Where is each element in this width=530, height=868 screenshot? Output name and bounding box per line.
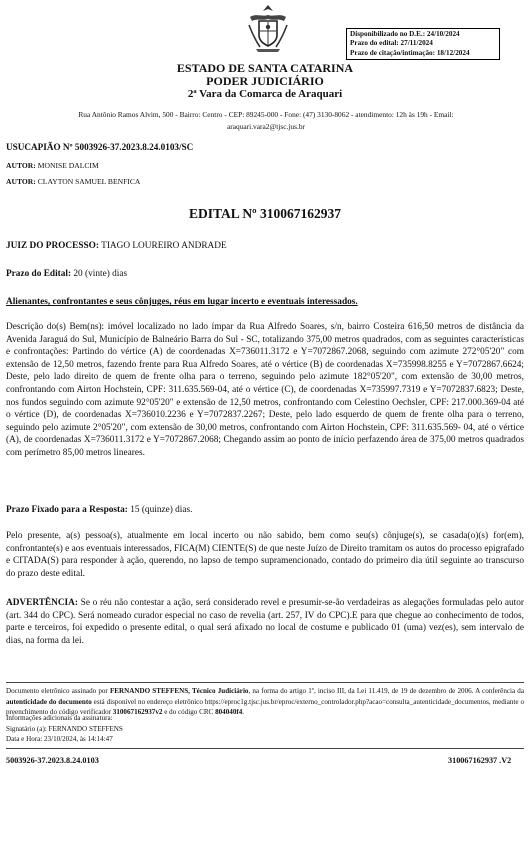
author-name: MONISE DALCIM [37, 161, 99, 170]
divider [6, 682, 524, 683]
deadline-value: 20 (vinte) dias [73, 269, 128, 279]
citation-deadline-date: Prazo de citação/intimação: 18/12/2024 [350, 48, 470, 57]
case-number: USUCAPIÃO Nº 5003926-37.2023.8.24.0103/SC [6, 142, 194, 152]
divider [6, 748, 524, 749]
court-address [40, 109, 492, 133]
judge-name: TIAGO LOUREIRO ANDRADE [101, 241, 227, 251]
author-row: AUTOR: CLAYTON SAMUEL BENFICA [6, 177, 141, 186]
parties-heading: Alienantes, confrontantes e seus cônjuges, réus em lugar incerto e eventuais interessados. [6, 297, 358, 307]
author-row: AUTOR: MONISE DALCIM [6, 161, 99, 170]
signature-info-title: Informações adicionais da assinatura: [6, 714, 113, 722]
crc-code: 804040f4 [215, 708, 243, 716]
signer-name: FERNANDO STEFFENS, Técnico Judiciário [109, 687, 249, 695]
court-name: 2ª Vara da Comarca de Araquari [187, 88, 343, 100]
address-line: Rua Antônio Ramos Alvim, 500 - Bairro: Centro - CEP: 89245-000 - Fone: (47) 3130-8062 - atendimento: 12h às 19h - Email: [78, 110, 454, 119]
authenticity-label: autenticidade do documento [6, 697, 92, 706]
email-line: araquari.vara2@tjsc.jus.br [226, 122, 305, 131]
warning-label: ADVERTÊNCIA: [6, 598, 78, 608]
publication-date: Disponibilizado no D.E.: 24/10/2024 [350, 30, 460, 38]
deadline-label: Prazo do Edital: [6, 269, 72, 279]
response-deadline-line [6, 504, 524, 517]
coat-of-arms-icon [246, 3, 290, 53]
verification-code: 310067162937v2 [112, 708, 163, 716]
signature-text: , na forma do artigo 1º, inciso III, da Lei 11.419, de 19 de dezembro de 2006. A conferência da [248, 687, 524, 695]
judicial-power: PODER JUDICIÁRIO [206, 74, 324, 88]
author-name: CLAYTON SAMUEL BENFICA [37, 177, 141, 186]
author-label: AUTOR [6, 177, 34, 186]
signature-info [6, 713, 524, 745]
signature-text: . [242, 708, 245, 716]
response-deadline-label: Prazo Fixado para a Resposta: [6, 505, 128, 515]
footer-case-number: 5003926-37.2023.8.24.0103 [6, 756, 99, 765]
edital-deadline-date: Prazo do edital: 27/11/2024 [350, 39, 433, 48]
author-label: AUTOR [6, 161, 34, 170]
footer-document-code: 310067162937 .V2 [448, 756, 512, 765]
signatory: Signatário (a): FERNANDO STEFFENS [6, 724, 123, 733]
warning-text: Se o réu não contestar a ação, será considerado revel e presumir-se-ão verdadeiras as alegações formuladas pelo autor (art. 344 do CPC). Será nomeado curador especial no caso de revelia (art. 257, IV do CPC).E para que chegue ao conhecimento de todos, parte e terceiros, foi expedido o presente edital, o qual será afixado no local de costume e publicado 01 (uma) vez(es), sem intervalo de dias, na forma da lei. [6, 598, 524, 646]
publication-box [346, 28, 500, 60]
property-description: Descrição do(s) Bem(ns): imóvel localizado no lado ímpar da Rua Alfredo Soares, s/n, bairro Costeira 616,50 metros de distância da Avenida Jaraguá do Sul, Município de Balneário Barra do Sul - SC, totalizando 375,00 metros quadrados, com as seguintes características e confrontações: Partindo do vértice (A) de coordenadas X=736011.3172 e Y=7072867.2068, seguindo com azimute 272°05'20" com extensão de 12,50 metros, fazendo frente para Rua Alfredo Soares, até o vértice (B) de coordenadas X=735998.8255 e Y=7072867.6624; Deste, pelo lado direito de quem de frente olha para o terreno, seguindo pelo azimute 182°05'20", com extensão de 30,00 metros, confrontando com Airton Hochstein, CPF: 311.635.569-04, até o vértice (C), de coordenadas X=735997.7319 e Y=7072837.6823; Deste, nos fundos seguindo com azimute 92°05'20" e extensão de 12,50 metros, confrontando com Celestino Oechsler, CPF: 217.000.369-04 até o vértice (D), de coordenadas X=736010.2236 e Y=7072837.2267; Deste, pelo lado esquerdo de quem de frente olha para o terreno, seguindo pelo azimute 2°05'20", com extensão de 30,00 metros, confrontando com Airton Hochstein, CPF: 311.635.569- 04, até o vértice (A), de coordenadas X=736011.3172 e Y=7072867.2068; Chegando assim ao ponto de início perfazendo área de 375,00 metros quadrados com perímetro 85,00 metros lineares. [6, 322, 524, 458]
deadline-line [6, 268, 524, 281]
warning-paragraph [6, 597, 524, 647]
edital-title: EDITAL Nº 310067162937 [189, 206, 341, 221]
signature-datetime: Data e Hora: 23/10/2024, às 14:14:47 [6, 735, 113, 743]
state-name: ESTADO DE SANTA CATARINA [176, 61, 354, 75]
response-deadline-value: 15 (quinze) dias. [130, 505, 193, 515]
judge-line [6, 240, 524, 253]
citation-notice: Pelo presente, a(s) pessoa(s), atualmente em local incerto ou não sabido, bem como seu(s) cônjuge(s), se casada(o)(s) for(em), confrontante(s) e aos eventuais interessados, FICA(M) CIENTE(S) de que neste Juízo de Direito tramitam os autos do processo epigrafado e CITADA(S) para responder à ação, querendo, no lapso de tempo supramencionado, contado do primeiro dia útil seguinte ao transcurso do prazo deste edital. [6, 531, 524, 579]
signature-text: Documento eletrônico assinado por [6, 687, 108, 695]
judge-label: JUIZ DO PROCESSO: [6, 241, 99, 251]
signature-text: e do código CRC [164, 708, 214, 716]
verification-url-text: está disponível no endereço eletrônico https://eproc1g.tjsc.jus.br/eproc/externo_controlador.php?acao=consulta_autenticidade_documentos, mediante o preenchimento do código verificador [6, 697, 524, 716]
